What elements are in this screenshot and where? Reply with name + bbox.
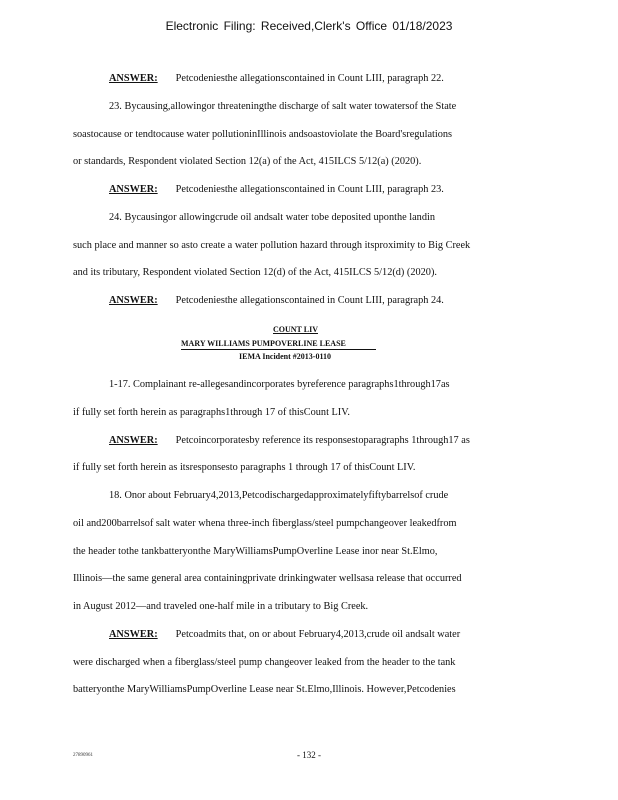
paragraph-line: 24. Bycausingor allowingcrude oil andsalt water tobe deposited uponthe landin <box>109 212 435 223</box>
answer-line <box>109 184 444 196</box>
answer-text: Petcoadmits that, on or about February4,2013,crude oil andsalt water <box>175 629 461 640</box>
paragraph-line: if fully set forth herein as itsresponsesto paragraphs 1 through 17 of thisCount LIV. <box>73 462 416 473</box>
count-subheading: MARY WILLIAMS PUMPOVERLINE LEASE <box>181 339 376 350</box>
answer-line <box>109 629 460 641</box>
answer-line <box>109 435 470 447</box>
paragraph-line: the header tothe tankbatteryonthe MaryWilliamsPumpOverline Lease inor near St.Elmo, <box>73 546 438 557</box>
paragraph-line: soastocause or tendtocause water pollutioninIllinois andsoastoviolate the Board'sregulations <box>73 129 453 140</box>
document-id: 27890961 <box>73 753 93 758</box>
answer-label: ANSWER: <box>109 295 158 306</box>
paragraph-line: 1-17. Complainant re-allegesandincorporates byreference paragraphs1through17as <box>109 379 450 390</box>
count-heading: COUNT LIV <box>273 325 318 334</box>
answer-text: Petcodeniesthe allegationscontained in Count LIII, paragraph 24. <box>175 295 444 306</box>
answer-label: ANSWER: <box>109 73 158 84</box>
paragraph-line: and its tributary, Respondent violated Section 12(d) of the Act, 415ILCS 5/12(d) (2020). <box>73 267 437 278</box>
answer-line <box>109 295 444 307</box>
paragraph-line: 18. Onor about February4,2013,Petcodischargedapproximatelyfiftybarrelsof crude <box>109 490 449 501</box>
paragraph-line: batteryonthe MaryWilliamsPumpOverline Lease near St.Elmo,Illinois. However,Petcodenies <box>73 684 456 695</box>
paragraph-line: oil and200barrelsof salt water whena three-inch fiberglass/steel pumpchangeover leakedfrom <box>73 518 457 529</box>
answer-line <box>109 73 444 85</box>
answer-text: Petcodeniesthe allegationscontained in Count LIII, paragraph 23. <box>175 184 444 195</box>
paragraph-line: in August 2012—and traveled one-half mile in a tributary to Big Creek. <box>73 601 369 612</box>
paragraph-line: 23. Bycausing,allowingor threateningthe discharge of salt water towatersof the State <box>109 101 457 112</box>
page-number: - 132 - <box>297 750 321 760</box>
answer-label: ANSWER: <box>109 184 158 195</box>
paragraph-line: such place and manner so asto create a water pollution hazard through itsproximity to Big Creek <box>73 240 471 251</box>
incident-line: IEMA Incident #2013-0110 <box>239 352 332 361</box>
filing-header: Electronic Filing: Received,Clerk's Office 01/18/2023 <box>165 19 453 33</box>
paragraph-line: if fully set forth herein as paragraphs1through 17 of thisCount LIV. <box>73 407 350 418</box>
paragraph-line: Illinois—the same general area containingprivate drinkingwater wellsasa release that occurred <box>73 573 462 584</box>
paragraph-line: or standards, Respondent violated Section 12(a) of the Act, 415ILCS 5/12(a) (2020). <box>73 156 422 167</box>
paragraph-line: were discharged when a fiberglass/steel pump changeover leaked from the header to the tank <box>73 657 456 668</box>
answer-text: Petcodeniesthe allegationscontained in Count LIII, paragraph 22. <box>175 73 444 84</box>
answer-label: ANSWER: <box>109 629 158 640</box>
answer-label: ANSWER: <box>109 435 158 446</box>
answer-text: Petcoincorporatesby reference its responsestoparagraphs 1through17 as <box>175 435 470 446</box>
